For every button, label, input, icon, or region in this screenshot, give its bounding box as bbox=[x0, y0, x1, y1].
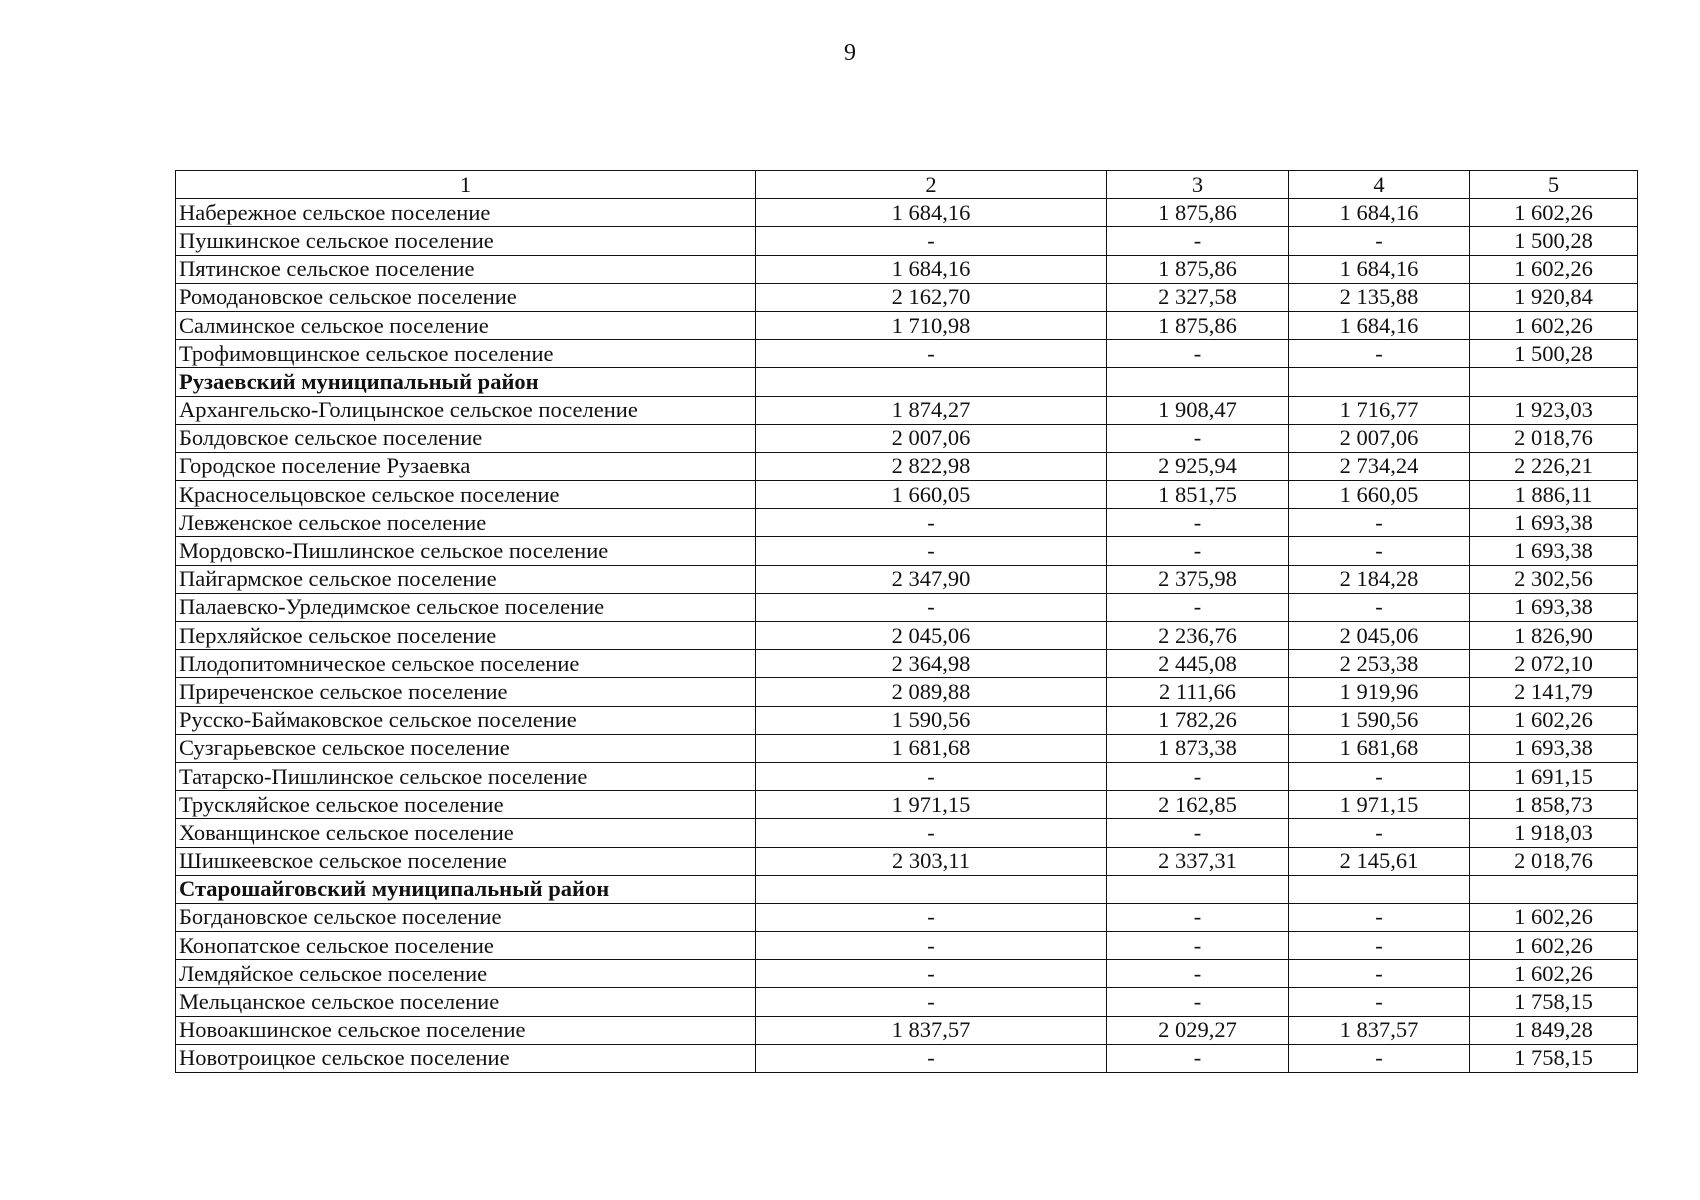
name-cell: Татарско-Пишлинское сельское поселение bbox=[176, 762, 756, 790]
header-cell-col-5: 5 bbox=[1470, 171, 1638, 199]
value-cell-col-3: - bbox=[1107, 960, 1289, 988]
value-cell-col-3: - bbox=[1107, 903, 1289, 931]
name-cell: Пятинское сельское поселение bbox=[176, 255, 756, 283]
value-cell-col-3: - bbox=[1107, 593, 1289, 621]
value-cell-col-2 bbox=[756, 368, 1107, 396]
value-cell-col-3: 2 327,58 bbox=[1107, 283, 1289, 311]
name-cell: Левженское сельское поселение bbox=[176, 509, 756, 537]
table-row bbox=[176, 311, 1638, 339]
value-cell-col-2: - bbox=[756, 340, 1107, 368]
table-row bbox=[176, 791, 1638, 819]
value-cell-col-5: 1 693,38 bbox=[1470, 537, 1638, 565]
value-cell-col-3 bbox=[1107, 368, 1289, 396]
value-cell-col-3: - bbox=[1107, 762, 1289, 790]
table-row bbox=[176, 199, 1638, 227]
table-row bbox=[176, 255, 1638, 283]
value-cell-col-5: 1 693,38 bbox=[1470, 509, 1638, 537]
value-cell-col-5: 2 141,79 bbox=[1470, 678, 1638, 706]
table-row bbox=[176, 283, 1638, 311]
name-cell: Пушкинское сельское поселение bbox=[176, 227, 756, 255]
name-cell: Конопатское сельское поселение bbox=[176, 932, 756, 960]
value-cell-col-4: - bbox=[1289, 593, 1470, 621]
name-cell: Салминское сельское поселение bbox=[176, 311, 756, 339]
value-cell-col-2: 1 684,16 bbox=[756, 199, 1107, 227]
value-cell-col-5: 1 691,15 bbox=[1470, 762, 1638, 790]
value-cell-col-2: - bbox=[756, 1044, 1107, 1072]
value-cell-col-4: - bbox=[1289, 509, 1470, 537]
value-cell-col-2: - bbox=[756, 960, 1107, 988]
name-cell: Новотроицкое сельское поселение bbox=[176, 1044, 756, 1072]
name-cell: Сузгарьевское сельское поселение bbox=[176, 734, 756, 762]
value-cell-col-2: 2 045,06 bbox=[756, 622, 1107, 650]
table-row bbox=[176, 537, 1638, 565]
table-row bbox=[176, 932, 1638, 960]
value-cell-col-4: 2 007,06 bbox=[1289, 424, 1470, 452]
table-row bbox=[176, 960, 1638, 988]
table-row bbox=[176, 509, 1638, 537]
value-cell-col-3: - bbox=[1107, 537, 1289, 565]
table-row bbox=[176, 988, 1638, 1016]
value-cell-col-5: 1 758,15 bbox=[1470, 988, 1638, 1016]
table-container bbox=[175, 170, 1637, 1073]
header-cell-col-2: 2 bbox=[756, 171, 1107, 199]
value-cell-col-4: 2 184,28 bbox=[1289, 565, 1470, 593]
value-cell-col-5: 1 602,26 bbox=[1470, 311, 1638, 339]
value-cell-col-5: 1 602,26 bbox=[1470, 199, 1638, 227]
value-cell-col-2: - bbox=[756, 762, 1107, 790]
value-cell-col-3: 2 029,27 bbox=[1107, 1016, 1289, 1044]
value-cell-col-5: 1 602,26 bbox=[1470, 255, 1638, 283]
value-cell-col-5: 1 602,26 bbox=[1470, 706, 1638, 734]
value-cell-col-4: - bbox=[1289, 819, 1470, 847]
table-row bbox=[176, 622, 1638, 650]
value-cell-col-2: 1 874,27 bbox=[756, 396, 1107, 424]
table-row bbox=[176, 678, 1638, 706]
value-cell-col-5 bbox=[1470, 368, 1638, 396]
value-cell-col-2: 1 590,56 bbox=[756, 706, 1107, 734]
table-row bbox=[176, 734, 1638, 762]
table-header-row bbox=[176, 171, 1638, 199]
value-cell-col-4: 1 684,16 bbox=[1289, 255, 1470, 283]
value-cell-col-3: 2 445,08 bbox=[1107, 650, 1289, 678]
value-cell-col-2: 1 660,05 bbox=[756, 481, 1107, 509]
table-row bbox=[176, 227, 1638, 255]
value-cell-col-4: - bbox=[1289, 340, 1470, 368]
value-cell-col-3 bbox=[1107, 875, 1289, 903]
table-row bbox=[176, 847, 1638, 875]
value-cell-col-5 bbox=[1470, 875, 1638, 903]
value-cell-col-4: 1 837,57 bbox=[1289, 1016, 1470, 1044]
value-cell-col-4: 1 919,96 bbox=[1289, 678, 1470, 706]
value-cell-col-5: 2 072,10 bbox=[1470, 650, 1638, 678]
name-cell: Перхляйское сельское поселение bbox=[176, 622, 756, 650]
table-row bbox=[176, 565, 1638, 593]
value-cell-col-2: - bbox=[756, 932, 1107, 960]
name-cell: Новоакшинское сельское поселение bbox=[176, 1016, 756, 1044]
section-heading-cell: Старошайговский муниципальный район bbox=[176, 875, 756, 903]
value-cell-col-4: 2 734,24 bbox=[1289, 452, 1470, 480]
value-cell-col-3: 2 162,85 bbox=[1107, 791, 1289, 819]
value-cell-col-3: 2 111,66 bbox=[1107, 678, 1289, 706]
value-cell-col-4: - bbox=[1289, 988, 1470, 1016]
name-cell: Трофимовщинское сельское поселение bbox=[176, 340, 756, 368]
name-cell: Пайгармское сельское поселение bbox=[176, 565, 756, 593]
value-cell-col-4: - bbox=[1289, 903, 1470, 931]
name-cell: Городское поселение Рузаевка bbox=[176, 452, 756, 480]
name-cell: Болдовское сельское поселение bbox=[176, 424, 756, 452]
value-cell-col-5: 1 602,26 bbox=[1470, 960, 1638, 988]
table-row bbox=[176, 762, 1638, 790]
value-cell-col-5: 2 018,76 bbox=[1470, 847, 1638, 875]
name-cell: Трускляйское сельское поселение bbox=[176, 791, 756, 819]
value-cell-col-5: 1 849,28 bbox=[1470, 1016, 1638, 1044]
table-row bbox=[176, 593, 1638, 621]
value-cell-col-3: - bbox=[1107, 227, 1289, 255]
value-cell-col-3: - bbox=[1107, 1044, 1289, 1072]
value-cell-col-5: 1 602,26 bbox=[1470, 932, 1638, 960]
value-cell-col-2: 2 007,06 bbox=[756, 424, 1107, 452]
name-cell: Хованщинское сельское поселение bbox=[176, 819, 756, 847]
name-cell: Лемдяйское сельское поселение bbox=[176, 960, 756, 988]
value-cell-col-3: 2 236,76 bbox=[1107, 622, 1289, 650]
value-cell-col-3: 1 875,86 bbox=[1107, 255, 1289, 283]
name-cell: Ромодановское сельское поселение bbox=[176, 283, 756, 311]
value-cell-col-4: 2 145,61 bbox=[1289, 847, 1470, 875]
table-row bbox=[176, 650, 1638, 678]
value-cell-col-2: 2 822,98 bbox=[756, 452, 1107, 480]
value-cell-col-4: - bbox=[1289, 762, 1470, 790]
value-cell-col-4: - bbox=[1289, 227, 1470, 255]
value-cell-col-5: 1 920,84 bbox=[1470, 283, 1638, 311]
value-cell-col-2: 2 089,88 bbox=[756, 678, 1107, 706]
value-cell-col-4 bbox=[1289, 368, 1470, 396]
value-cell-col-2: - bbox=[756, 903, 1107, 931]
value-cell-col-2: - bbox=[756, 509, 1107, 537]
header-cell-col-4: 4 bbox=[1289, 171, 1470, 199]
value-cell-col-2: 2 303,11 bbox=[756, 847, 1107, 875]
value-cell-col-4: 2 135,88 bbox=[1289, 283, 1470, 311]
name-cell: Архангельско-Голицынское сельское поселение bbox=[176, 396, 756, 424]
value-cell-col-5: 1 693,38 bbox=[1470, 593, 1638, 621]
value-cell-col-4: 1 971,15 bbox=[1289, 791, 1470, 819]
table-row bbox=[176, 1044, 1638, 1072]
section-heading-cell: Рузаевский муниципальный район bbox=[176, 368, 756, 396]
header-cell-col-1: 1 bbox=[176, 171, 756, 199]
table-row bbox=[176, 396, 1638, 424]
table-row bbox=[176, 481, 1638, 509]
value-cell-col-5: 1 886,11 bbox=[1470, 481, 1638, 509]
table-row bbox=[176, 903, 1638, 931]
value-cell-col-5: 1 858,73 bbox=[1470, 791, 1638, 819]
name-cell: Плодопитомническое сельское поселение bbox=[176, 650, 756, 678]
data-table bbox=[175, 170, 1638, 1073]
name-cell: Набережное сельское поселение bbox=[176, 199, 756, 227]
value-cell-col-3: 2 925,94 bbox=[1107, 452, 1289, 480]
value-cell-col-4: 1 684,16 bbox=[1289, 199, 1470, 227]
value-cell-col-4: 2 253,38 bbox=[1289, 650, 1470, 678]
value-cell-col-2: - bbox=[756, 227, 1107, 255]
value-cell-col-2: - bbox=[756, 819, 1107, 847]
value-cell-col-3: - bbox=[1107, 988, 1289, 1016]
value-cell-col-3: 1 908,47 bbox=[1107, 396, 1289, 424]
value-cell-col-2: 1 681,68 bbox=[756, 734, 1107, 762]
name-cell: Красносельцовское сельское поселение bbox=[176, 481, 756, 509]
name-cell: Шишкеевское сельское поселение bbox=[176, 847, 756, 875]
value-cell-col-2: 2 364,98 bbox=[756, 650, 1107, 678]
table-row bbox=[176, 706, 1638, 734]
value-cell-col-2: 1 971,15 bbox=[756, 791, 1107, 819]
table-row bbox=[176, 340, 1638, 368]
value-cell-col-2: - bbox=[756, 537, 1107, 565]
value-cell-col-5: 1 826,90 bbox=[1470, 622, 1638, 650]
value-cell-col-3: 2 375,98 bbox=[1107, 565, 1289, 593]
value-cell-col-2: 2 347,90 bbox=[756, 565, 1107, 593]
value-cell-col-4: 1 590,56 bbox=[1289, 706, 1470, 734]
value-cell-col-5: 2 018,76 bbox=[1470, 424, 1638, 452]
value-cell-col-3: 2 337,31 bbox=[1107, 847, 1289, 875]
value-cell-col-5: 2 226,21 bbox=[1470, 452, 1638, 480]
value-cell-col-4: - bbox=[1289, 537, 1470, 565]
value-cell-col-5: 1 693,38 bbox=[1470, 734, 1638, 762]
value-cell-col-3: - bbox=[1107, 424, 1289, 452]
value-cell-col-3: - bbox=[1107, 340, 1289, 368]
value-cell-col-3: - bbox=[1107, 509, 1289, 537]
value-cell-col-3: - bbox=[1107, 932, 1289, 960]
value-cell-col-3: 1 782,26 bbox=[1107, 706, 1289, 734]
table-row bbox=[176, 819, 1638, 847]
value-cell-col-3: 1 851,75 bbox=[1107, 481, 1289, 509]
value-cell-col-4 bbox=[1289, 875, 1470, 903]
value-cell-col-4: - bbox=[1289, 1044, 1470, 1072]
name-cell: Мордовско-Пишлинское сельское поселение bbox=[176, 537, 756, 565]
value-cell-col-4: 1 681,68 bbox=[1289, 734, 1470, 762]
value-cell-col-3: - bbox=[1107, 819, 1289, 847]
value-cell-col-4: - bbox=[1289, 960, 1470, 988]
value-cell-col-4: 1 660,05 bbox=[1289, 481, 1470, 509]
table-body bbox=[176, 171, 1638, 1073]
header-cell-col-3: 3 bbox=[1107, 171, 1289, 199]
value-cell-col-5: 1 602,26 bbox=[1470, 903, 1638, 931]
value-cell-col-2: - bbox=[756, 988, 1107, 1016]
name-cell: Палаевско-Урледимское сельское поселение bbox=[176, 593, 756, 621]
table-row bbox=[176, 1016, 1638, 1044]
table-row bbox=[176, 424, 1638, 452]
value-cell-col-4: 1 716,77 bbox=[1289, 396, 1470, 424]
section-heading-row bbox=[176, 368, 1638, 396]
value-cell-col-4: 1 684,16 bbox=[1289, 311, 1470, 339]
page-number: 9 bbox=[844, 40, 856, 66]
value-cell-col-5: 1 918,03 bbox=[1470, 819, 1638, 847]
value-cell-col-2: 1 837,57 bbox=[756, 1016, 1107, 1044]
name-cell: Приреченское сельское поселение bbox=[176, 678, 756, 706]
value-cell-col-2: - bbox=[756, 593, 1107, 621]
value-cell-col-5: 1 500,28 bbox=[1470, 340, 1638, 368]
value-cell-col-3: 1 873,38 bbox=[1107, 734, 1289, 762]
value-cell-col-2 bbox=[756, 875, 1107, 903]
value-cell-col-3: 1 875,86 bbox=[1107, 199, 1289, 227]
section-heading-row bbox=[176, 875, 1638, 903]
value-cell-col-5: 2 302,56 bbox=[1470, 565, 1638, 593]
name-cell: Богдановское сельское поселение bbox=[176, 903, 756, 931]
value-cell-col-4: 2 045,06 bbox=[1289, 622, 1470, 650]
value-cell-col-2: 2 162,70 bbox=[756, 283, 1107, 311]
value-cell-col-5: 1 923,03 bbox=[1470, 396, 1638, 424]
value-cell-col-5: 1 500,28 bbox=[1470, 227, 1638, 255]
table-row bbox=[176, 452, 1638, 480]
value-cell-col-2: 1 684,16 bbox=[756, 255, 1107, 283]
value-cell-col-5: 1 758,15 bbox=[1470, 1044, 1638, 1072]
value-cell-col-4: - bbox=[1289, 932, 1470, 960]
value-cell-col-3: 1 875,86 bbox=[1107, 311, 1289, 339]
value-cell-col-2: 1 710,98 bbox=[756, 311, 1107, 339]
name-cell: Русско-Баймаковское сельское поселение bbox=[176, 706, 756, 734]
name-cell: Мельцанское сельское поселение bbox=[176, 988, 756, 1016]
